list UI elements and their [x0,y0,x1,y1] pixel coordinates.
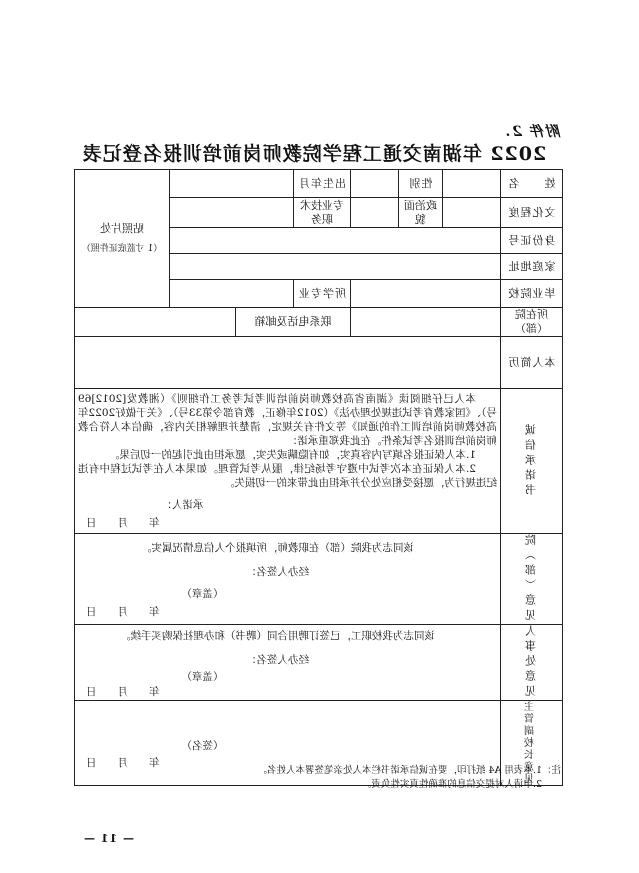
note-2: 2.申请人对提交信息的准确性真实性负责。 [361,779,561,790]
label-resume: 本人简历 [501,337,563,389]
field-title-rank[interactable] [169,198,293,228]
pledge-paragraph-1: 本人已仔细阅读《湖南省高校教师岗前培训考试考务工作细则》（湘教发[2012]69号）、《国家教育考试违规处理办法》（2012年修正，教育部令第33号）、《关于做好2022年高校教师岗前培训工作的通知》等文件有关规定，清楚并理解相关内容，确信本人符合教师岗前培训报名考试条件。在此我郑重承诺： [77,393,497,447]
pledge-signer[interactable]: 承诺人： [161,499,204,511]
field-address[interactable] [169,254,500,280]
label-name: 姓 名 [501,170,563,198]
form-notes [257,764,561,792]
label-hr-opinion: 人事处意见 [501,625,563,701]
field-school[interactable] [351,280,501,308]
registration-form-table [74,169,563,786]
dept-date: 年 月 日 [85,606,160,618]
field-major[interactable] [169,280,293,308]
label-id-number: 身份证号 [501,228,563,254]
hr-handler[interactable]: 经办人签名： [246,653,309,666]
label-dept-opinion: 院（部）意见 [501,534,563,625]
field-gender[interactable] [351,170,399,198]
photo-label: 贴照片处 [99,221,144,235]
label-address: 家庭地址 [501,254,563,280]
dept-seal: （盖章） [181,588,224,600]
dept-handler[interactable]: 经办人签名： [246,566,309,578]
label-department: 所在院（部） [501,308,563,337]
hr-statement: 该同志为我校职工，已签订聘用合同（聘书）和办理社保购买手续。 [120,629,435,642]
page-number: — 11 — [83,832,134,845]
photo-box[interactable] [74,170,169,308]
label-birth: 出生年月 [294,170,351,198]
form-title: 2022 年湖南交通工程学院教师岗前培训报名登记表 [81,143,547,165]
pledge-paragraph-3: 2.本人保证在本次考试中遵守考场纪律，服从考试管理。如果本人在考试过程中有违纪违规行为，愿接受相应处分并承担由此带来的一切损失。 [77,463,497,489]
hr-opinion-section [74,625,500,701]
field-resume[interactable] [74,337,500,389]
photo-note: （1 寸蓝底证件照） [81,243,163,254]
field-phone[interactable] [74,308,235,337]
hr-seal: （盖章） [181,670,224,683]
field-id-number[interactable] [169,228,500,254]
label-phone: 联系电话及邮箱 [236,308,351,337]
note-1: 注：1.本表用 A4 纸打印，要在诚信承诺书栏本人处亲笔签署本人姓名。 [257,765,561,776]
dept-opinion-section [74,534,500,625]
field-political[interactable] [351,198,399,228]
leader-sign[interactable]: （签名） [181,739,224,752]
label-pledge: 诚信承诺书 [501,389,563,534]
label-school: 毕业院校 [501,280,563,308]
field-department[interactable] [351,308,501,337]
attachment-label: 附件 2. [503,124,561,140]
label-major: 所学专业 [294,280,351,308]
dept-statement: 该同志为我院（部）在职教师，所填报个人信息情况属实。 [141,542,414,554]
field-birth[interactable] [169,170,293,198]
field-name[interactable] [443,170,501,198]
pledge-date: 年 月 日 [85,517,160,529]
label-gender: 性别 [399,170,443,198]
label-leader-opinion: 主管副校长意见 [501,701,563,786]
label-political: 政治面貌 [399,198,443,228]
pledge-paragraph-2: 1.本人保证报名填写内容真实，如有隐瞒或失实，愿承担由此引起的一切后果。 [108,449,476,461]
pledge-section [74,389,500,534]
hr-date: 年 月 日 [85,685,160,698]
leader-date: 年 月 日 [85,756,160,769]
label-title-rank: 专业技术职务 [294,198,351,228]
field-education[interactable] [443,198,501,228]
label-education: 文化程度 [501,198,563,228]
